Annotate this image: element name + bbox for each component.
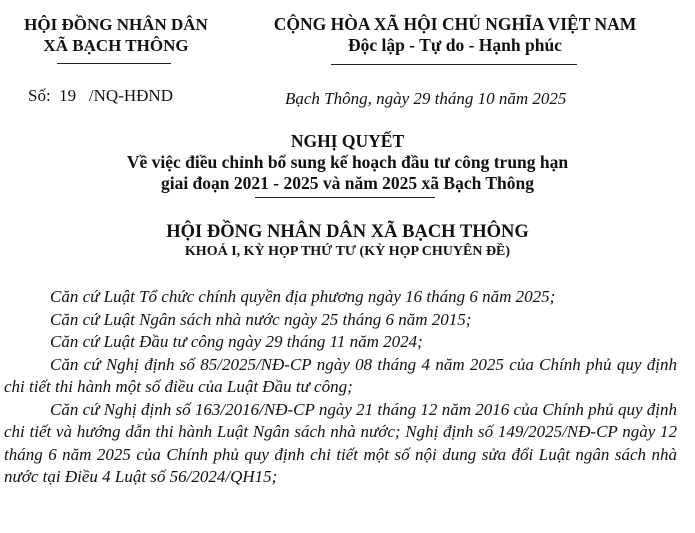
subject-line-2: giai đoạn 2021 - 2025 và năm 2025 xã Bạch Thông — [160, 173, 535, 193]
council-name: HỘI ĐỒNG NHÂN DÂN XÃ BẠCH THÔNG — [166, 222, 529, 242]
country-name: CỘNG HÒA XÃ HỘI CHỦ NGHĨA VIỆT NAM — [273, 14, 637, 34]
motto: Độc lập - Tự do - Hạnh phúc — [348, 35, 562, 55]
authority-line-2: XÃ BẠCH THÔNG — [43, 36, 189, 55]
document-number: Số: 19 /NQ-HĐND — [28, 86, 173, 105]
legal-basis-item: Căn cứ Luật Ngân sách nhà nước ngày 25 tháng 6 năm 2015; — [50, 309, 472, 329]
legal-basis-item: Căn cứ Nghị định số 163/2016/NĐ-CP ngày 21 tháng 12 năm 2016 của Chính phủ quy định chi tiết và hướng dẫn thi hành Luật Ngân sách nhà nước; Nghị định số 149/2025/NĐ-CP ngày 12 tháng 6 năm 2025 của Chính phủ quy định chi tiết một số nội dung sửa đổi Luật ngân sách nhà nước tại Điều 4 Luật số 56/2024/QH15; — [4, 399, 677, 486]
legal-bases — [4, 286, 677, 489]
legal-basis-item: Căn cứ Luật Đầu tư công ngày 29 tháng 11 năm 2024; — [50, 332, 423, 351]
issuing-authority — [0, 14, 232, 56]
session-name: KHOÁ I, KỲ HỌP THỨ TƯ (KỲ HỌP CHUYÊN ĐỀ) — [184, 244, 511, 259]
subject-line-1: Về việc điều chỉnh bổ sung kế hoạch đầu tư công trung hạn — [126, 152, 569, 172]
legal-basis-item: Căn cứ Luật Tổ chức chính quyền địa phương ngày 16 tháng 6 năm 2025; — [50, 287, 556, 306]
council-heading — [0, 221, 695, 261]
title-underline — [255, 197, 435, 198]
authority-line-1: HỘI ĐỒNG NHÂN DÂN — [24, 15, 208, 34]
legal-basis-item: Căn cứ Nghị định số 85/2025/NĐ-CP ngày 08 tháng 4 năm 2025 của Chính phủ quy định chi tiết thi hành một số điều của Luật Đầu tư công; — [4, 354, 677, 396]
authority-underline — [57, 63, 171, 64]
place-and-date: Bạch Thông, ngày 29 tháng 10 năm 2025 — [285, 89, 567, 108]
document-title — [0, 131, 695, 194]
national-motto — [240, 14, 670, 56]
document-type: NGHỊ QUYẾT — [290, 131, 405, 151]
motto-underline — [331, 64, 577, 65]
